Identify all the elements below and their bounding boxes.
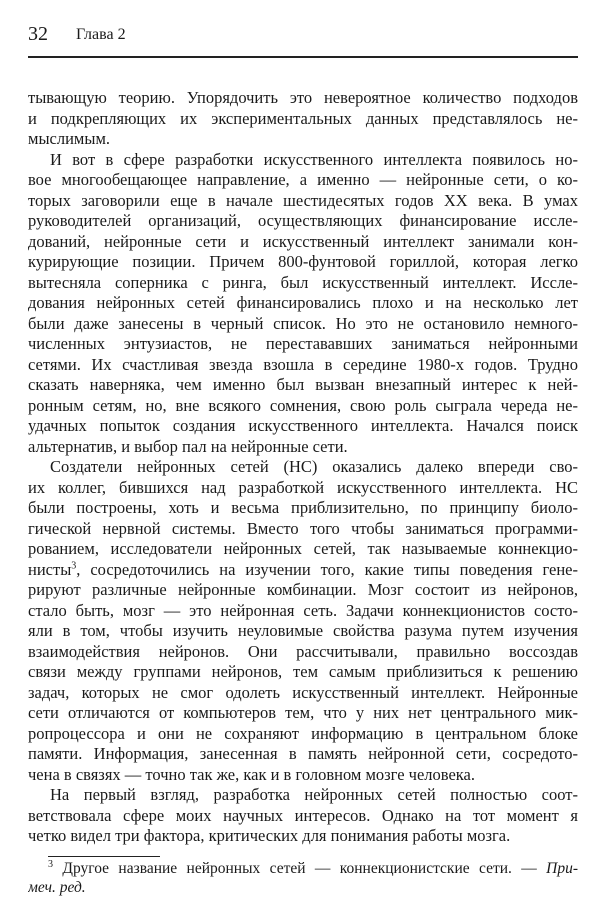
- text-line: чена в связях — точно так же, как и в головном мозге человека.: [28, 764, 476, 784]
- text-line: их коллег, бившихся над разработкой искусственного интеллекта. НС: [28, 477, 578, 497]
- text-line: ропроцессора и они не сохраняют информацию в центральном блоке: [28, 723, 578, 743]
- text-line: И вот в сфере разработки искусственного интеллекта появилось но-: [50, 149, 578, 169]
- text-line: четко видел три фактора, критических для понимания работы мозга.: [28, 826, 511, 845]
- text-line: альтернатив, и выбор пал на нейронные сети.: [28, 436, 348, 456]
- text-line: рованием, исследователи нейронных сетей, так называемые коннекцио-: [28, 539, 578, 558]
- text-line: рируют различные нейронные комбинации. Мозг состоит из нейронов,: [28, 580, 578, 599]
- text-line: были даже занесены в черный список. Но это не остановило немного-: [28, 313, 578, 333]
- footnote-divider: [48, 856, 160, 857]
- text-line: вое многообещающее направление, а именно — нейронные сети, о ко-: [28, 170, 578, 189]
- text-line: ветствовала сфере моих научных интересов. Однако на тот момент я: [28, 805, 578, 825]
- footnote: [28, 860, 578, 897]
- text-line: ронным сетям, но, вне всякого сомнения, свою роль сыграла череда не-: [28, 395, 578, 415]
- text-line: яли в том, чтобы изучить неуловимые свойства разума путем изучения: [28, 621, 578, 640]
- footnote-line: меч. ред.: [28, 878, 86, 896]
- footnote-text: Другое название нейронных сетей — коннекционистские сети. —: [62, 860, 547, 877]
- footnote-reference[interactable]: 3: [71, 560, 77, 571]
- text-line: стало быть, мозг — это нейронная сеть. Задачи коннекционистов состо-: [28, 600, 578, 620]
- paragraph: [28, 785, 578, 847]
- text-line: Создатели нейронных сетей (НС) оказались далеко впереди сво-: [50, 457, 578, 476]
- text-line: [28, 560, 578, 581]
- chapter-title: Глава 2: [76, 26, 126, 43]
- text-line: сети отличаются от компьютеров тем, что у них нет центрального мик-: [28, 703, 578, 722]
- text-line: торых заговорили еще в начале шестидесятых годов XX века. В умах: [28, 190, 578, 210]
- text-line: взаимодействия нейронов. Они рассчитывали, правильно воссоздав: [28, 641, 578, 661]
- text-line: вытесняла соперника с ринга, был искусственный интеллект. Иссле-: [28, 272, 578, 292]
- text-line: связи между группами нейронов, тем самым приблизиться к решению: [28, 662, 578, 681]
- text-line: и подкрепляющих их экспериментальных данных представлялось не-: [28, 108, 578, 128]
- text-line: удачных попыток создания искусственного интеллекта. Начался поиск: [28, 416, 578, 435]
- body-text: [28, 88, 578, 847]
- text-line: сказать наверняка, чем именно был вызван внезапный интерес к ней-: [28, 375, 578, 394]
- text-line: дования нейронных сетей финансировались плохо и на несколько лет: [28, 293, 578, 312]
- text-fragment: , сосредоточились на изучении того, какие типы поведения гене-: [76, 559, 578, 579]
- footnote-italic: При-: [546, 860, 578, 877]
- running-header: [28, 22, 578, 58]
- text-line: мыслимым.: [28, 129, 111, 148]
- text-line: курирующие позиции. Причем 800-фунтовой гориллой, которая легко: [28, 252, 578, 271]
- text-fragment: нисты: [28, 559, 72, 579]
- page-number: 32: [28, 23, 48, 45]
- text-line: численных энтузиастов, не перестававших заниматься нейронными: [28, 334, 578, 353]
- paragraph: [28, 150, 578, 458]
- footnote-line: [28, 860, 578, 879]
- text-line: сетями. Их счастливая звезда взошла в середине 1980-х годов. Трудно: [28, 354, 578, 374]
- text-line: памяти. Информация, занесенная в память нейронной сети, сосредото-: [28, 744, 578, 763]
- text-line: руководителей организаций, осуществляющих финансирование иссле-: [28, 211, 578, 230]
- paragraph: [28, 88, 578, 150]
- text-line: задач, которых не смог одолеть искусственный интеллект. Нейронные: [28, 682, 578, 702]
- text-line: тывающую теорию. Упорядочить это невероятное количество подходов: [28, 88, 578, 107]
- footnote-mark: 3: [48, 860, 53, 870]
- paragraph: [28, 457, 578, 785]
- text-line: дований, нейронные сети и искусственный интеллект занимали кон-: [28, 231, 578, 251]
- text-line: гической нервной системы. Вместо того чтобы заниматься программи-: [28, 518, 578, 538]
- text-line: были построены, хоть и весьма приблизительно, по принципу биоло-: [28, 498, 578, 517]
- text-line: На первый взгляд, разработка нейронных сетей полностью соот-: [50, 785, 578, 804]
